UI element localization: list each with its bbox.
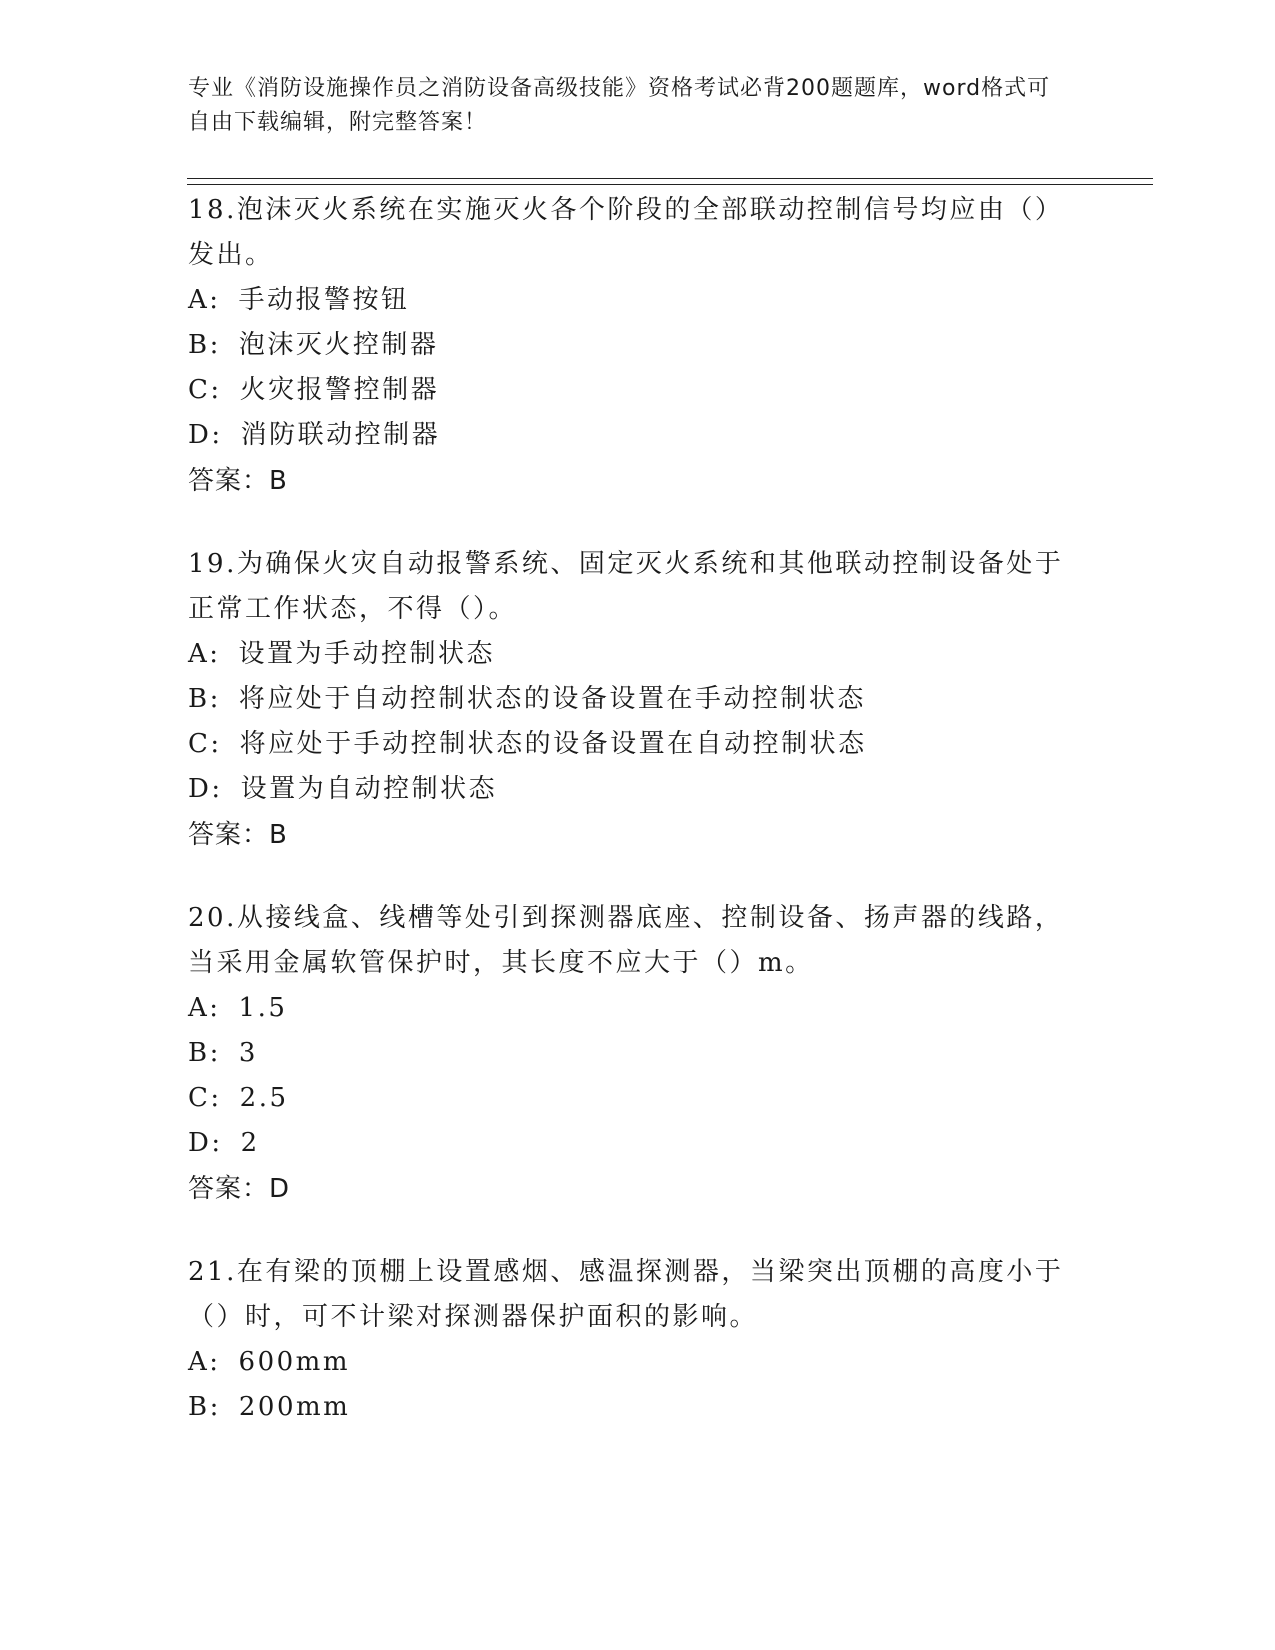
option-letter: A:: [188, 285, 221, 315]
option-text: 设置为手动控制状态: [238, 639, 496, 669]
option-text: 消防联动控制器: [240, 420, 441, 450]
question-19: [188, 542, 1088, 858]
option-b: [188, 677, 1088, 722]
option-text: 2: [240, 1128, 260, 1158]
answer-line: 答案：B: [188, 820, 288, 850]
option-text: 火灾报警控制器: [239, 375, 440, 405]
option-letter: C:: [188, 1083, 222, 1113]
option-text: 将应处于自动控制状态的设备设置在手动控制状态: [238, 684, 866, 714]
header-divider-top: [187, 178, 1153, 179]
option-a: [188, 1340, 1088, 1385]
option-c: [188, 1076, 1088, 1121]
option-letter: A:: [188, 993, 221, 1023]
option-b: [188, 1385, 1088, 1430]
question-21: [188, 1250, 1088, 1430]
question-stem: 18.泡沫灭火系统在实施灭火各个阶段的全部联动控制信号均应由（）发出。: [188, 195, 1064, 270]
option-letter: D:: [188, 774, 223, 804]
option-text: 1.5: [238, 993, 288, 1023]
option-letter: A:: [188, 1347, 221, 1377]
question-stem: 19.为确保火灾自动报警系统、固定灭火系统和其他联动控制设备处于正常工作状态，不得（）。: [188, 549, 1064, 624]
option-text: 200mm: [238, 1392, 351, 1422]
answer-line: 答案：D: [188, 1174, 291, 1204]
document-header: 专业《消防设施操作员之消防设备高级技能》资格考试必背200题题库，word格式可自由下载编辑，附完整答案！: [188, 76, 1051, 135]
option-letter: D:: [188, 420, 223, 450]
option-d: [188, 1121, 1088, 1166]
question-20: [188, 896, 1088, 1212]
option-text: 600mm: [238, 1347, 350, 1377]
option-d: [188, 413, 1088, 458]
option-letter: C:: [188, 729, 222, 759]
option-text: 3: [238, 1038, 258, 1068]
question-stem: 20.从接线盒、线槽等处引到探测器底座、控制设备、扬声器的线路，当采用金属软管保护时，其长度不应大于（）m。: [188, 903, 1064, 978]
option-text: 手动报警按钮: [238, 285, 410, 315]
option-text: 设置为自动控制状态: [240, 774, 498, 804]
option-a: [188, 278, 1088, 323]
option-letter: B:: [188, 330, 221, 360]
option-letter: B:: [188, 1038, 221, 1068]
option-a: [188, 986, 1088, 1031]
option-text: 泡沫灭火控制器: [238, 330, 439, 360]
answer-line: 答案：B: [188, 466, 288, 496]
option-c: [188, 722, 1088, 767]
option-letter: A:: [188, 639, 221, 669]
option-letter: D:: [188, 1128, 223, 1158]
option-letter: C:: [188, 375, 222, 405]
option-text: 将应处于手动控制状态的设备设置在自动控制状态: [239, 729, 867, 759]
option-letter: B:: [188, 1392, 221, 1422]
question-list: [188, 188, 1088, 1468]
option-a: [188, 632, 1088, 677]
option-text: 2.5: [239, 1083, 289, 1113]
question-stem: 21.在有梁的顶棚上设置感烟、感温探测器，当梁突出顶棚的高度小于（）时，可不计梁对探测器保护面积的影响。: [188, 1257, 1064, 1332]
option-c: [188, 368, 1088, 413]
option-d: [188, 767, 1088, 812]
option-b: [188, 323, 1088, 368]
question-18: [188, 188, 1088, 504]
option-b: [188, 1031, 1088, 1076]
header-divider-bottom: [187, 184, 1153, 185]
option-letter: B:: [188, 684, 221, 714]
